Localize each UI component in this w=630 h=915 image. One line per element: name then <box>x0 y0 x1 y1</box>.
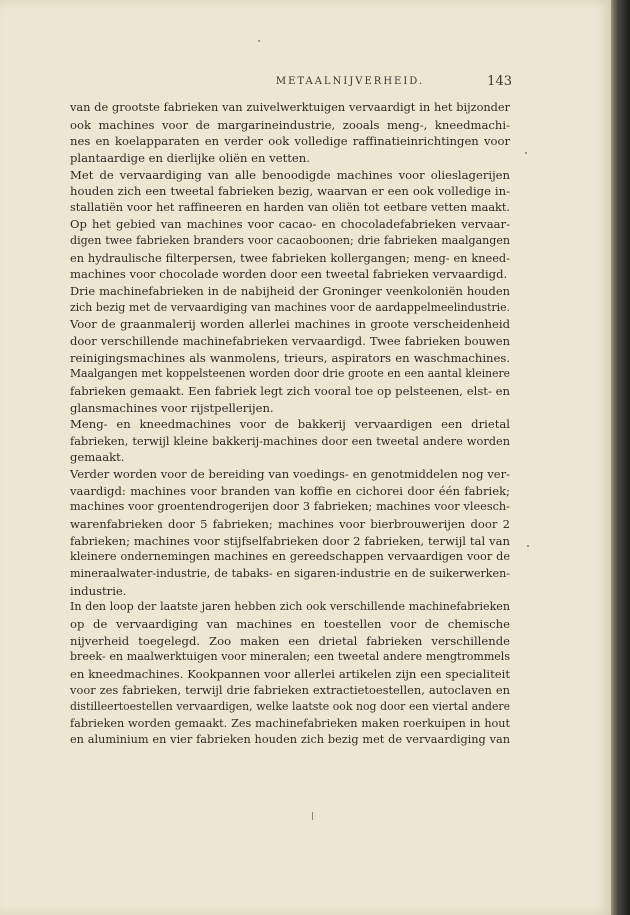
text-line: nijverheid toegelegd. Zoo maken een drietal fabrieken verschillende <box>70 633 510 648</box>
text-line: houden zich een tweetal fabrieken bezig, waarvan er een ook volledige in- <box>70 184 510 199</box>
speck-mark <box>258 40 260 42</box>
text-line: en kneedmachines. Kookpannen voor allerlei artikelen zijn een specialiteit <box>70 666 510 681</box>
text-line: kleinere ondernemingen machines en gereedschappen vervaardigen voor de <box>70 550 510 564</box>
text-line: stallatiën voor het raffineeren en harden van oliën tot eetbare vetten maakt. <box>70 200 510 214</box>
text-line: Verder worden voor de bereiding van voedings- en genotmiddelen nog ver- <box>70 467 510 482</box>
text-line: en hydraulische filterpersen, twee fabrieken kollergangen; meng- en kneed- <box>70 250 510 265</box>
text-line: fabrieken, terwijl kleine bakkerij-machines door een tweetal andere worden <box>70 433 510 448</box>
text-line: glansmachines voor rijstpellerijen. <box>70 400 274 415</box>
page-edge <box>611 0 630 915</box>
text-line: fabrieken gemaakt. Een fabriek legt zich vooral toe op pelsteenen, elst- en <box>70 383 510 398</box>
text-line: reinigingsmachines als wanmolens, trieurs, aspirators en waschmachines. <box>70 350 510 365</box>
page-header <box>76 74 512 92</box>
text-line: en aluminium en vier fabrieken houden zich bezig met de vervaardiging van <box>70 733 510 747</box>
text-line: ook machines voor de margarineindustrie, zooals meng-, kneedmachi- <box>70 117 510 132</box>
text-line: machines voor groentendrogerijen door 3 fabrieken; machines voor vleesch- <box>70 500 510 514</box>
text-line: breek- en maalwerktuigen voor mineralen; een tweetal andere mengtrommels <box>70 650 510 664</box>
text-line: mineraalwater-industrie, de tabaks- en sigaren-industrie en de suikerwerken- <box>70 566 510 580</box>
text-line: op de vervaardiging van machines en toestellen voor de chemische <box>70 616 510 631</box>
text-line: Met de vervaardiging van alle benoodigde machines voor olieslagerijen <box>70 167 510 182</box>
text-line: digen twee fabrieken branders voor cacaoboonen; drie fabrieken maalgangen <box>70 234 510 248</box>
text-line: fabrieken; machines voor stijfselfabrieken door 2 fabrieken, terwijl tal van <box>70 533 510 548</box>
running-head: METAALNIJVERHEID. <box>275 76 425 87</box>
body-text <box>70 100 510 749</box>
text-line: Voor de graanmalerij worden allerlei machines in groote verscheidenheid <box>70 317 510 332</box>
text-line: vaardigd: machines voor branden van koffie en cichorei door één fabriek; <box>70 483 510 498</box>
text-line: nes en koelapparaten en verder ook volledige raffinatieinrichtingen voor <box>70 134 510 149</box>
text-line: distilleertoestellen vervaardigen, welke laatste ook nog door een viertal andere <box>70 700 510 714</box>
page-number: 143 <box>487 74 512 89</box>
speck-mark <box>527 545 529 547</box>
text-line: industrie. <box>70 583 127 598</box>
text-line: voor zes fabrieken, terwijl drie fabrieken extractietoestellen, autoclaven en <box>70 683 510 698</box>
text-line: door verschillende machinefabrieken vervaardigd. Twee fabrieken bouwen <box>70 333 510 348</box>
text-line: Maalgangen met koppelsteenen worden door drie groote en een aantal kleinere <box>70 367 510 381</box>
text-line: Op het gebied van machines voor cacao- en chocoladefabrieken vervaar- <box>70 217 510 232</box>
text-line: plantaardige en dierlijke oliën en vetten. <box>70 150 310 165</box>
text-line: gemaakt. <box>70 450 125 465</box>
text-line: zich bezig met de vervaardiging van machines voor de aardappelmeelindustrie. <box>70 300 510 314</box>
text-line: Drie machinefabrieken in de nabijheid der Groninger veenkoloniën houden <box>70 284 510 299</box>
text-line: warenfabrieken door 5 fabrieken; machines voor bierbrouwerijen door 2 <box>70 517 510 532</box>
text-line: Meng- en kneedmachines voor de bakkerij vervaardigen een drietal <box>70 417 510 432</box>
text-line: fabrieken worden gemaakt. Zes machinefabrieken maken roerkuipen in hout <box>70 716 510 730</box>
text-line: In den loop der laatste jaren hebben zich ook verschillende machinefabrieken <box>70 600 510 614</box>
speck-mark <box>525 152 527 154</box>
text-line: machines voor chocolade worden door een tweetal fabrieken vervaardigd. <box>70 267 508 282</box>
text-line: van de grootste fabrieken van zuivelwerktuigen vervaardigt in het bijzonder <box>70 101 510 114</box>
speck-mark <box>312 812 313 820</box>
